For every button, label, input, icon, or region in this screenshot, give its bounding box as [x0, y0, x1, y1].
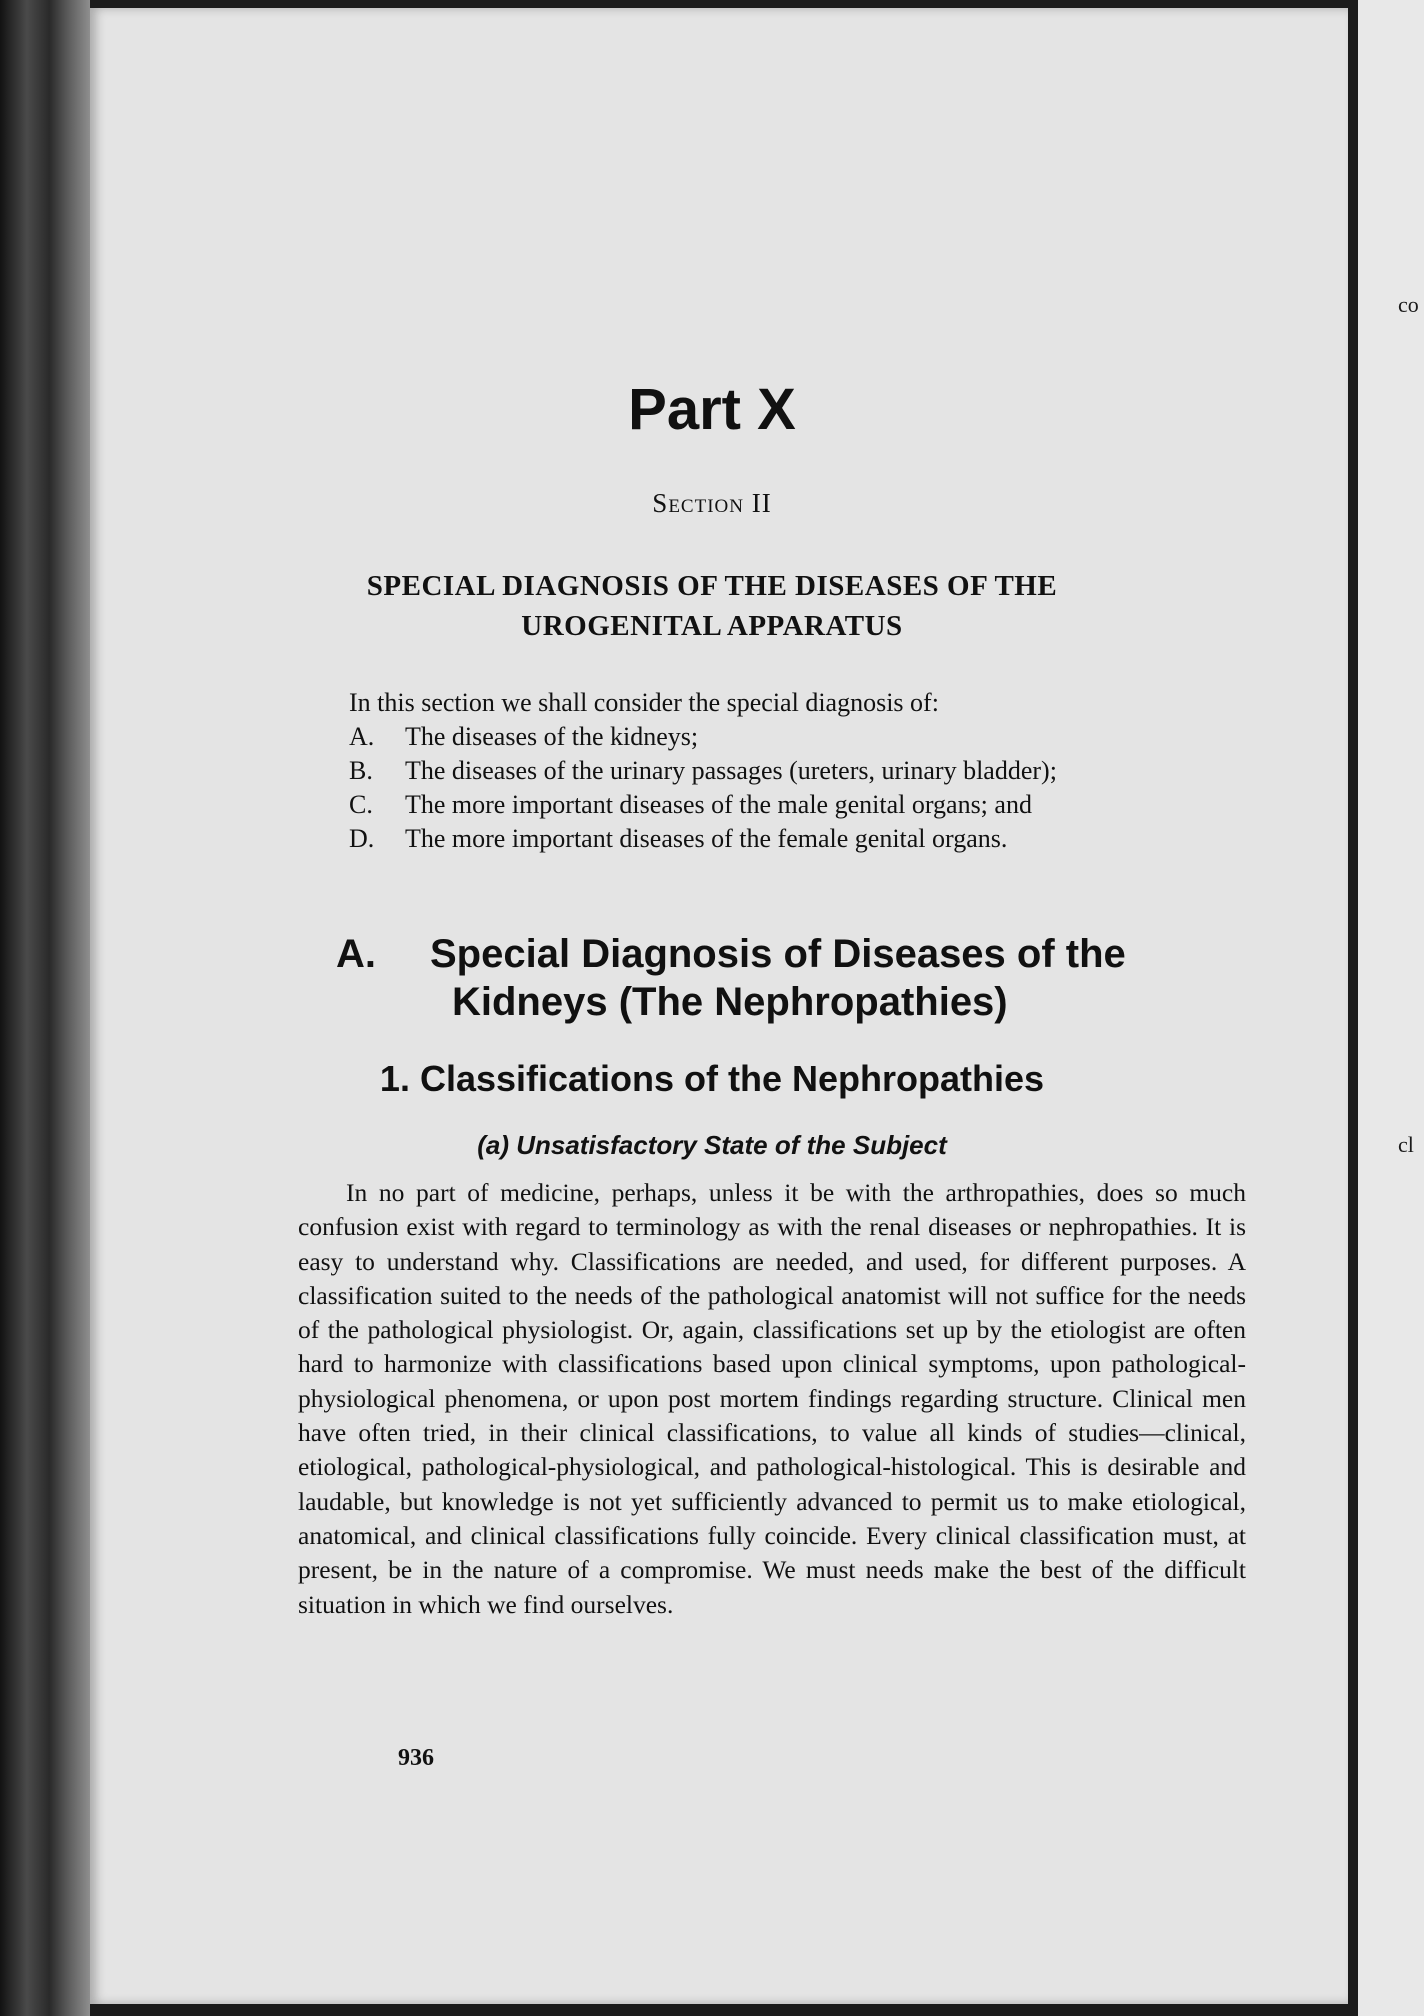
section-label: Section II — [652, 488, 772, 518]
chapter-heading-letter: A. — [336, 932, 376, 976]
chapter-heading-text — [430, 930, 1270, 1026]
facing-page-fragment: cl — [1398, 1132, 1414, 1157]
list-item — [349, 822, 1269, 856]
chapter-heading-line: Kidneys (The Nephropathies) — [452, 980, 1008, 1024]
list-item — [349, 720, 1269, 754]
chapter-heading-line: Special Diagnosis of Diseases of the — [430, 932, 1126, 976]
list-item-text: The more important diseases of the female genital organs. — [405, 824, 1008, 853]
list-item-text: The diseases of the urinary passages (ureters, urinary bladder); — [405, 756, 1057, 785]
page-number: 936 — [398, 1745, 434, 1771]
list-item — [349, 754, 1269, 788]
list-item-letter: D. — [349, 824, 375, 853]
subsection-heading: 1. Classifications of the Nephropathies — [379, 1058, 1045, 1099]
section-title-line: UROGENITAL APPARATUS — [521, 610, 903, 642]
section-title-line: SPECIAL DIAGNOSIS OF THE DISEASES OF THE — [366, 570, 1058, 602]
subsubsection-heading: (a) Unsatisfactory State of the Subject — [477, 1130, 947, 1160]
facing-page-fragment: co — [1398, 292, 1419, 317]
body-paragraph: In no part of medicine, perhaps, unless it be with the arthropathies, does so much confusion exist with regard to terminology as with the renal diseases or nephropathies. It is easy to understand why. Classifications are needed, and used, for different purposes. A classification suited to the needs of the pathological anatomist will not suffice for the needs of the pathological physiologist. Or, again, classifications set up by the etiologist are often hard to harmonize with classifications based upon clinical symptoms, upon pathological-physiological phenomena, or upon post mortem findings regarding structure. Clinical men have often tried, in their clinical classifications, to value all kinds of studies—clinical, etiological, pathological-physiological, and pathological-histological. This is desirable and laudable, but knowledge is not yet sufficiently advanced to permit us to make etiological, anatomical, and clinical classifications fully coincide. Every clinical classification must, at present, be in the nature of a compromise. We must needs make the best of the difficult situation in which we find ourselves. — [298, 1178, 1246, 1619]
list-item-letter: C. — [349, 790, 373, 819]
part-title: Part X — [628, 377, 796, 442]
list-item-text: The more important diseases of the male genital organs; and — [405, 790, 1032, 819]
intro-block — [349, 686, 1269, 856]
intro-lead: In this section we shall consider the special diagnosis of: — [349, 688, 939, 717]
list-item-letter: A. — [349, 722, 375, 751]
list-item — [349, 788, 1269, 822]
list-item-letter: B. — [349, 756, 373, 785]
section-title — [0, 566, 1424, 646]
list-item-text: The diseases of the kidneys; — [405, 722, 699, 751]
topic-list — [349, 720, 1269, 856]
